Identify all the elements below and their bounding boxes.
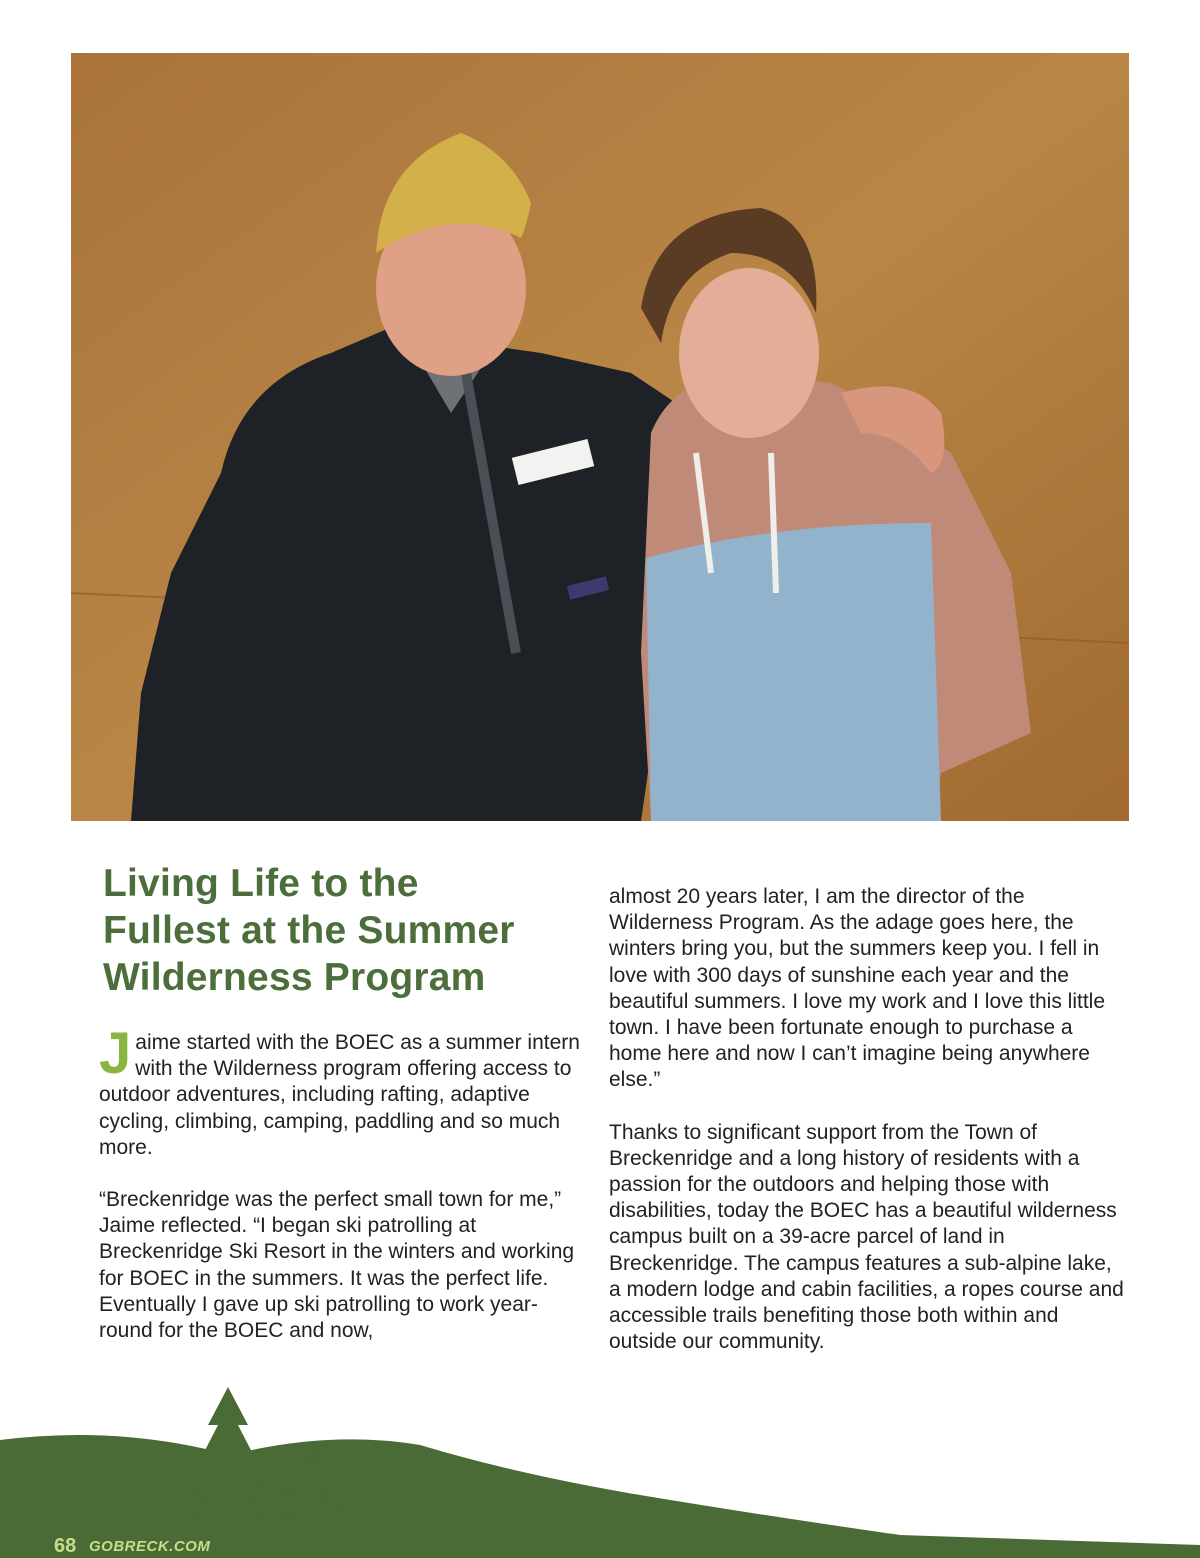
footer-landscape [0, 1385, 1200, 1558]
feature-photo [71, 53, 1129, 821]
right-column [609, 884, 1129, 1381]
photo-illustration [71, 53, 1129, 821]
page-number: 68 [54, 1535, 77, 1557]
headline-line-3: Wilderness Program [103, 956, 486, 999]
headline-line-1: Living Life to the [103, 862, 419, 905]
intro-paragraph [99, 1021, 587, 1161]
drop-cap: J [99, 1021, 132, 1086]
article-headline [103, 860, 563, 1001]
campus-paragraph: Thanks to significant support from the Town of Breckenridge and a long history of residents with a passion for the outdoors and helping those with disabilities, today the BOEC has a beautiful wilderness campus built on a 39-acre parcel of land in Breckenridge. The campus features a sub-alpine lake, a modern lodge and cabin facilities, a ropes course and accessible trails benefiting those both within and outside our community. [609, 1120, 1124, 1354]
right-face [679, 268, 819, 438]
quote-continued-paragraph: almost 20 years later, I am the director of the Wilderness Program. As the adage goes here, the winters bring you, but the summers keep you. I fell in love with 300 days of sunshine each year and the beautiful summers. I love my work and I love this little town. I have been fortunate enough to purchase a home here and now I can’t imagine being anywhere else.” [609, 885, 1106, 1092]
headline-line-2: Fullest at the Summer [103, 909, 515, 952]
blue-hoodie-panel [646, 523, 941, 821]
quote-paragraph: “Breckenridge was the perfect small town for me,” Jaime reflected. “I began ski patrolling at Breckenridge Ski Resort in the winters and working for BOEC in the summers. It was the perfect life. Eventually I gave up ski patrolling to work year-round for the BOEC and now, [99, 1188, 575, 1343]
site-url: GOBRECK.COM [89, 1538, 211, 1555]
left-column [99, 1021, 587, 1370]
hills-illustration [0, 1385, 1200, 1558]
intro-text: aime started with the BOEC as a summer intern with the Wilderness program offering access to outdoor adventures, including rafting, adaptive cycling, climbing, camping, paddling and so much more. [99, 1031, 580, 1159]
